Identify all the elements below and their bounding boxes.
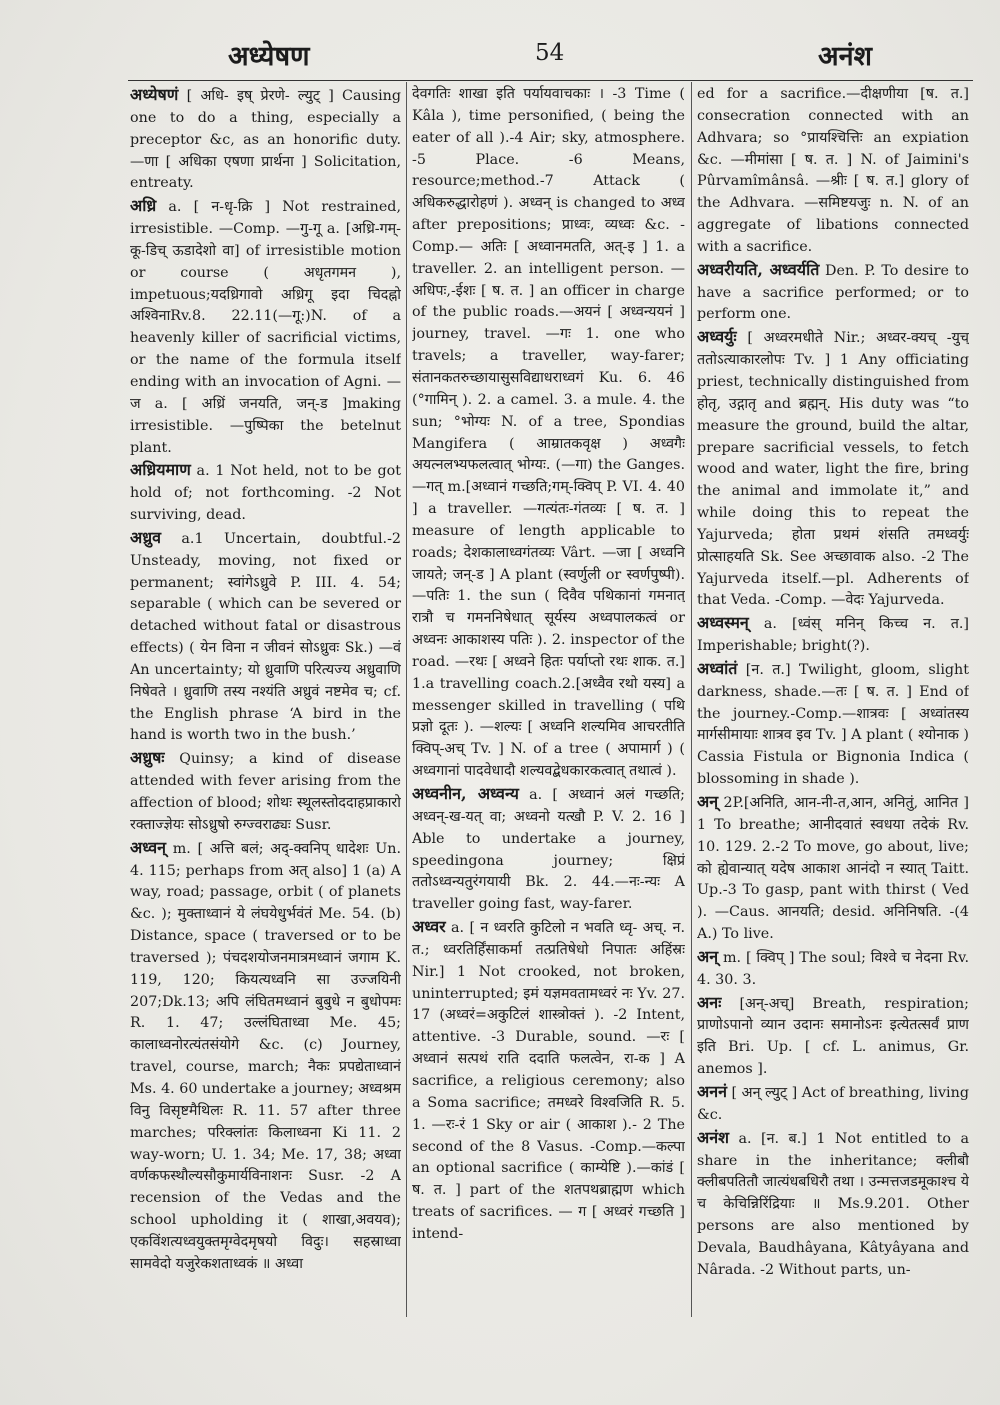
entry-headword: अध्रि (130, 196, 157, 216)
entry-definition: [ अध्वरमधीते Nir.; अध्वर-क्यच् -युच् ततोऽत्याकारलोपः Tv. ] 1 Any officiating priest, technically distinguished from होतृ, उद्गातृ and ब्रह्मन्. His duty was “to measure the ground, build the altar, prepare sacrificial vessels, to fetch wood and water, light the fire, bring the animal and immolate it,” and while doing this to repeat the Yajurveda; होता प्रथमं शंसति तमध्वर्युः प्रोत्साहयति Sk. See अच्छावाक also. -2 The Yajurveda itself.—pl. Adherents of that Veda. -Comp. —वेदः Yajurveda. (697, 330, 969, 609)
entry-headword: अध्वांतं (697, 658, 738, 678)
dictionary-entry (697, 992, 969, 1081)
dictionary-entry (130, 837, 401, 1276)
entry-definition: a.1 Uncertain, doubtful.-2 Unsteady, moving, not fixed or permanent; स्वांगेऽध्रुवे P. III. 4. 54; separable ( which can be severed or detached without fatal or disastrous effects) ( येन विना न जीवनं सोऽध्रुवः Sk.) —वं An uncertainty; यो ध्रुवाणि परित्यज्य अध्रुवाणि निषेवते । ध्रुवाणि तस्य नश्यंति अध्रुवं नष्टमेव च; cf. the English phrase ‘A bird in the hand is worth two in the bush.’ (130, 530, 401, 744)
entry-headword: अध्रुषः (130, 748, 165, 768)
column-divider (691, 82, 692, 1317)
column-1 (130, 84, 401, 1319)
entry-definition: [ अधि- इष् प्रेरणे- ल्युट् ] Causing one to do a thing, especially a preceptor &c, as an honorific duty. —णा [ अधिका एषणा प्रार्थना ] Solicitation, entreaty. (130, 88, 401, 192)
dictionary-entry (697, 612, 969, 658)
dictionary-entry (130, 747, 401, 836)
entry-headword: अनः (697, 992, 722, 1012)
dictionary-entry (697, 658, 969, 791)
dictionary-entry (697, 84, 969, 259)
page-number: 54 (535, 40, 565, 66)
entry-definition: Den. P. To desire to have a sacrifice performed; or to perform one. (697, 262, 969, 323)
header-left-word: अध्येषण (228, 41, 310, 72)
header-rule (128, 80, 973, 81)
column-divider (406, 82, 407, 1317)
dictionary-entry (130, 527, 401, 747)
entry-headword: अध्वर (412, 917, 446, 937)
entry-definition: a. [न. ब.] 1 Not entitled to a share in the inheritance; क्लीबौ क्लीबपतितौ जात्यंधबधिरौ तथा । उन्मत्तजडमूकाश्च ये च केचिन्निरिंद्रियाः ॥ Ms.9.201. Other persons are also mentioned by Devala, Baudhâyana, Kâtyâyana and Nârada. -2 Without parts, un- (697, 1130, 969, 1278)
entry-headword: अध्वन् (130, 837, 167, 857)
entry-definition: Quinsy; a kind of disease attended with fever arising from the affection of blood; शोथः स्थूलस्तोददाहप्राकारो रक्ताज्ज्ञेयः सोऽध्रुषो रुग्ज्वराढ्यः Susr. (130, 751, 401, 833)
page-header (128, 30, 970, 80)
dictionary-entry (130, 459, 401, 527)
entry-headword: अध्वनीन, अध्वन्य (412, 784, 519, 803)
entry-definition: a. 1 Not held, not to be got hold of; not forthcoming. -2 Not surviving, dead. (130, 463, 401, 524)
entry-definition: [ अन् ल्युट् ] Act of breathing, living &c. (697, 1084, 969, 1123)
entry-headword: अन् (697, 792, 719, 811)
entry-headword: अननं (697, 1081, 727, 1101)
entry-definition: देवगतिः शाखा इति पर्यायवाचकाः । -3 Time ( Kâla ), time personified, ( being the eater of all ).-4 Air; sky, atmosphere. -5 Place. -6 Means, resource;method.-7 Attack ( अधिकरुद्धारोहणं ). अध्वन् is changed to अध्व after prepositions; प्राध्वः, व्यध्वः &c. - Comp.— अतिः [ अध्वानमतति, अत्-इ ] 1. a traveller. 2. an intelligent person. —अधिपः,-ईशः [ ष. त. ] an officer in charge of the public roads.—अयनं [ अध्वन्ययनं ] journey, travel. —गः 1. one who travels; a traveller, way-farer; संतानकतरुच्छायासुसविद्याधराध्वगं Ku. 6. 46 (°गामिन् ). 2. a camel. 3. a mule. 4. the sun; °भोग्यः N. of a tree, Spondias Mangifera ( आम्रातकवृक्ष ) अध्वगैः अयत्नलभ्यफलत्वात् भोग्यः. (—गा) the Ganges. —गत् m.[अध्वानं गच्छति;गम्-क्विप् P. VI. 4. 40 ] a traveller. —गत्यंतः-गंतव्यः [ ष. त. ] measure of length applicable to roads; देशकालाध्वगंतव्यः Vârt. —जा [ अध्वनि जायते; जन्-ड ] A plant (स्वर्णुली or स्वर्णपुष्पी). —पतिः 1. the sun ( दिवैव पथिकानां गमनात् रात्रौ च गमननिषेधात् सूर्यस्य अध्वपालकत्वं or अध्वनः आकाशस्य पतिः ). 2. inspector of the road. —रथः [ अध्वने हितः पर्याप्तो रथः शाक. त.] 1.a travelling coach.2.[अध्वैव रथो यस्य] a messenger skilled in travelling ( पथि प्रज्ञो दूतः ). —शल्यः [ अध्वनि शल्यमिव आचरतीति क्विप्-अच् Tv. ] N. of a tree ( अपामार्ग ) ( अध्वगानां पादवेधादौ शल्यवद्बेधकारकत्वात् तथात्वं ). (412, 86, 685, 780)
entry-definition: [न. त.] Twilight, gloom, slight darkness, shade.—तः [ ष. त. ] End of the journey.-Comp.—शात्रवः [ अध्वांतस्य मार्गसीमायाः शात्रव इव Tv. ] A plant ( श्योनाक ) Cassia Fistula or Bignonia Indica ( blossoming in shade ). (697, 661, 969, 788)
entry-definition: m. [ अत्ति बलं; अद्-क्वनिप् धादेशः Un. 4. 115; perhaps from अत् also] 1 (a) A way, road; passage, orbit ( of planets &c. ); मुक्ताध्वानं ये लंघयेधुर्भवंतं Me. 54. (b) Distance, space ( traversed or to be traversed ); पंचदशयोजनमात्रमध्वानं जगाम K. 119, 120; कियत्यध्वनि सा उज्जयिनी 207;Dk.13; अपि लंघितमध्वानं बुबुधे न बुधोपमः R. 1. 47; उल्लंघिताध्वा Me. 45; कालाध्वनोरत्यंतसंयोगे &c. (c) Journey, travel, course, march; नैकः प्रपद्येताध्वानं Ms. 4. 60 undertake a journey; अध्वश्रम विनु विसृष्टमैथिलः R. 11. 57 after three marches; परिक्लांतः किलाध्वना Ki 11. 2 way-worn; U. 1. 34; Me. 17, 38; अध्वा वर्णकफस्थौल्यसौकुमार्यविनाशनः Susr. -2 A recension of the Vedas and the school upholding it ( शाखा,अवयव); एकविंशत्यध्वयुक्तमृग्वेदमृषयो विदुः। सहस्राध्वा सामवेदो यजुरेकशताध्वकं ॥ अध्वा (130, 840, 401, 1272)
dictionary-entry (697, 946, 969, 992)
entry-headword: अनंश (697, 1127, 729, 1147)
dictionary-entry (130, 84, 401, 195)
entry-headword: अध्वरीयति, अध्वर्यति (697, 259, 820, 279)
entry-headword: अध्वर्युः (697, 327, 737, 347)
dictionary-entry (130, 195, 401, 459)
entry-headword: अध्वस्मन् (697, 613, 749, 633)
dictionary-entry (412, 783, 685, 916)
column-2 (412, 84, 685, 1319)
header-right-word: अनंश (818, 41, 872, 72)
dictionary-entry (697, 259, 969, 327)
entry-definition: 2P.[अनिति, आन-नी-त,आन, अनितुं, आनित ] 1 To breathe; आनीदवातं स्वधया तदेकं Rv. 10. 129. 2.-2 To move, go about, live; को ह्येवान्यात् यदेष आकाश आनंदो न स्यात् Taitt. Up.-3 To gasp, pant with thirst ( Ved ). —Caus. आनयति; desid. अनिनिषति. -(4 A.) To live. (697, 795, 969, 943)
entry-definition: ed for a sacrifice.—दीक्षणीया [ष. त.] consecration connected with an Adhvara; so °प्रायश्चित्तिः an expiation &c. —मीमांसा [ ष. त. ] N. of Jaimini's Pûrvamîmânsâ. —श्रीः [ ष. त.] glory of the Adhvara. —समिष्टयजुः n. N. of an aggregate of libations connected with a sacrifice. (697, 86, 969, 255)
dictionary-entry (697, 326, 969, 612)
entry-definition: a. [ न-धृ-क्रि ] Not restrained, irresistible. —Comp. —गु-गू a. [अध्रि-गम्-कू-डिच् ऊडादेशो वा] of irresistible motion or course ( अधृतगमन ), impetuous;यदध्रिगावो अध्रिगू इदा चिदह्नो अश्विनाRv.8. 22.11(—गू:)N. of a heavenly killer of sacrificial victims, or the name of the formula itself ending with an invocation of Agni. —ज a. [ अध्रिं जनयति, जन्-ड ]making irresistible. —पुष्पिका the betelnut plant. (130, 199, 401, 456)
entry-headword: अन् (697, 946, 719, 966)
dictionary-entry (697, 1081, 969, 1127)
dictionary-entry (412, 916, 685, 1246)
entry-definition: a. [ न ध्वरति कुटिलो न भवति ध्वृ- अच्. न. त.; ध्वरतिर्हिंसाकर्मा तत्प्रतिषेधो निपातः अहिंस्रः Nir.] 1 Not crooked, not broken, uninterrupted; इमं यज्ञमवतामध्वरं नः Yv. 27. 17 (अध्वरं=अकुटिलं शास्त्रोक्तं ). -2 Intent, attentive. -3 Durable, sound. —रः [ अध्वानं सत्पथं राति ददाति फलत्वेन, रा-क ] A sacrifice, a religious ceremony; also a Soma sacrifice; तमध्वरे विश्वजिति R. 5. 1. —रः-रं 1 Sky or air ( आकाश ).- 2 The second of the 8 Vasus. -Comp.—कल्पा an optional sacrifice ( काम्येष्टि ).—कांडं [ ष. त. ] part of the शतपथब्राह्मण which treats of sacrifices. — ग [ अध्वरं गच्छति ] intend- (412, 920, 685, 1242)
entry-definition: m. [ क्विप् ] The soul; विश्वे च नेदना Rv. 4. 30. 3. (697, 949, 969, 988)
entry-definition: a. [ध्वंस् मनिन् किच्च न. त.] Imperishable; bright(?). (697, 616, 969, 655)
entry-headword: अध्येषणं (130, 85, 179, 104)
dictionary-entry (412, 84, 685, 783)
column-3 (697, 84, 969, 1319)
entry-definition: [अन्-अच्] Breath, respiration; प्राणोऽपानो व्यान उदानः समानोऽनः इत्येतत्सर्वं प्राण इति Bri. Up. [ cf. L. animus, Gr. anemos ]. (697, 995, 969, 1078)
entry-headword: अध्रुव (130, 527, 161, 547)
entry-headword: अध्रियमाण (130, 460, 191, 480)
entry-definition: a. [ अध्वानं अलं गच्छति; अध्वन्-ख-यत् वा; अध्वनो यत्खौ P. V. 2. 16 ] Able to undertake a journey, speedingona journey; क्षिप्रं ततोऽध्वन्यतुरंगयायी Bk. 2. 44.—नः-न्यः A traveller going fast, way-farer. (412, 787, 685, 913)
dictionary-entry (697, 791, 969, 946)
dictionary-entry (697, 1127, 969, 1282)
